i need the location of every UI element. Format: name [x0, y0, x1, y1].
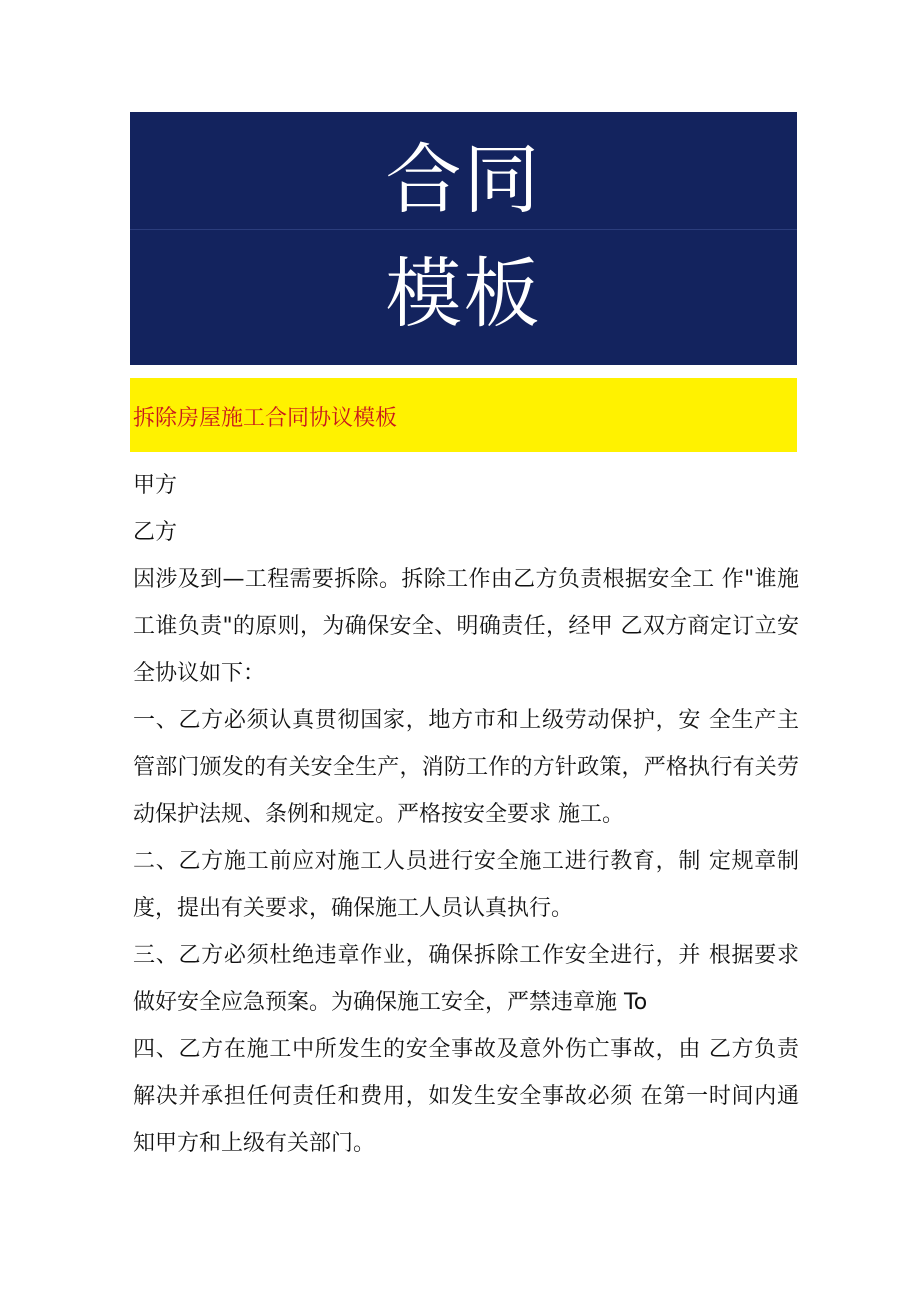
- document-subtitle: 拆除房屋施工合同协议模板: [133, 406, 398, 431]
- paragraph-clause-3: 三、乙方必须杜绝违章作业，确保拆除工作安全进行，并 根据要求做好安全应急预案。为确保施工安全，严禁违章施 To: [133, 943, 799, 1015]
- subtitle-bar: [130, 378, 797, 452]
- banner-title-line-2: 模板: [385, 249, 542, 338]
- banner-title-line-1: 合同: [385, 135, 542, 224]
- banner-divider: [130, 229, 797, 230]
- party-b-label: 乙方: [133, 520, 178, 545]
- party-a-label: 甲方: [133, 473, 178, 498]
- document-body: [133, 462, 799, 1167]
- paragraph-clause-2: 二、乙方施工前应对施工人员进行安全施工进行教育，制 定规章制度，提出有关要求，确保施工人员认真执行。: [133, 849, 799, 921]
- paragraph-clause-4: 四、乙方在施工中所发生的安全事故及意外伤亡事故，由 乙方负责解决并承担任何责任和费用，如发生安全事故必须 在第一时间内通知甲方和上级有关部门。: [133, 1037, 799, 1156]
- paragraph-intro: 因涉及到—工程需要拆除。拆除工作由乙方负责根据安全工 作"谁施工谁负责"的原则，为确保安全、明确责任，经甲 乙双方商定订立安全协议如下：: [133, 567, 799, 686]
- paragraph-clause-1: 一、乙方必须认真贯彻国家，地方市和上级劳动保护，安 全生产主管部门颁发的有关安全生产，消防工作的方针政策，严格执行有关劳动保护法规、条例和规定。严格按安全要求 施工。: [133, 708, 799, 827]
